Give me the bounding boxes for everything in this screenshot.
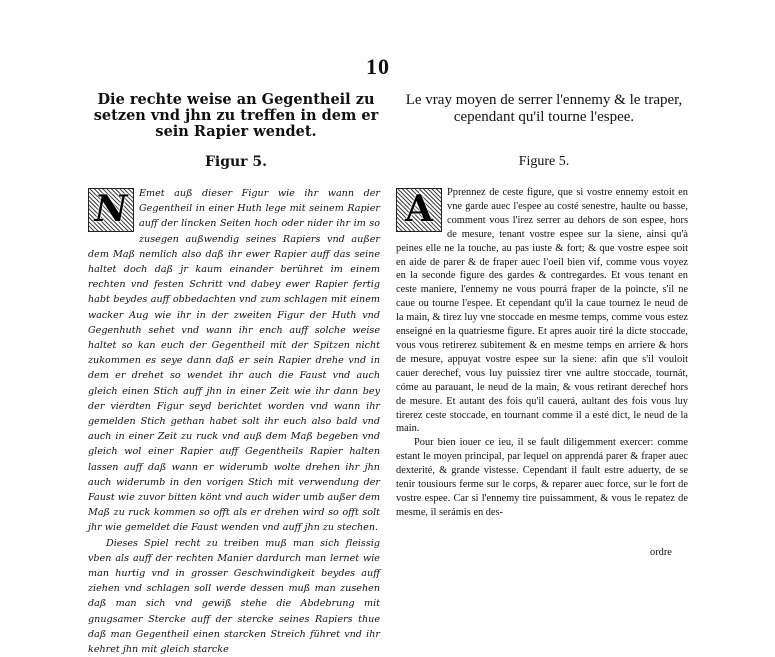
french-figure-heading: Figure 5. (518, 154, 570, 169)
french-paragraph-2: Pour bien iouer ce ieu, il se fault diligemment exercer: comme estant le moyen principal, par lequel on apprendá parer & fraper auec dexterité, & grande vistesse. Cependant il fault estre aduerty, de se tenir tousiours ferme sur le corps, & reparer auec force, sur le fort de vostre espee. Car si l'ennemy tire puissamment, & vous le repatez de mesme, il serámis en des- (396, 437, 688, 518)
french-body (396, 186, 688, 520)
german-figure-heading: Figur 5. (204, 154, 268, 170)
french-title-block (396, 92, 692, 126)
french-decorated-initial: A (396, 188, 442, 232)
german-decorated-initial: N (88, 188, 134, 232)
page-number: 10 (366, 54, 390, 79)
german-title-block (88, 92, 384, 140)
french-title: Le vray moyen de serrer l'ennemy & le traper, cependant qu'il tourne l'espee. (405, 92, 683, 125)
french-paragraph-1: Pprennez de ceste figure, que si vostre ennemy estoit en vne garde auec l'espee au costé senestre, haulte ou basse, comment vous l'irez serrer au dehors de son espee, hors de mesure, tenant vostre espee sur la siene, ainsi qu'à peines elle ne la touche, au pas iuste & fort; & que vostre espee soit en aide de parer & de fraper auec l'oeil bien vif, comme vous voyez en la seconde figure des gardes & contregardes. Et vous tenant en ceste maniere, l'ennemy ne vous pourrá fraper de la poincte, s'il ne caue ou tourne l'espee. Et cependant qu'il la caue tournez le neud de la main, & tirez luy vne stoccade en mesme temps, comme vous estez enseigné en la quatriesme figure. Et apres auoir tiré la dicte stoccade, vous vous retirerez subitement & en mesme temps en arriere & hors de mesure, appuyat vostre espee sur la siene: afin que s'il vouloit cauer derechef, vous luy puissiez tirer vne aultre stoccade, tournát, cóme au parauant, le neud de la main, & vous retirant derechef hors de mesure. Et autant des fois qu'il cauerá, aultant des fois vous luy tirerez ceste stoccade, en tournant comme il a esté dict, le neud de la main. (396, 187, 688, 435)
german-paragraph-2: Dieses Spiel recht zu treiben muß man sich fleissig vben als auff der rechten Manier dardurch man lernet wie man hurtig vnd in grosser Geschwindigkeit beydes auff ziehen vnd schlagen soll werde dessen muß man zusehen daß man sich vnd gewiß stehe die Abdebrung mit gnugsamer Stercke auff der stercke seines Rapiers thue daß man Gegentheil einen starcken Streich führet vnd ihr kehret jhn mit gleich starcke (88, 537, 380, 656)
german-title: Die rechte weise an Gegentheil zu setzen vnd jhn zu treffen in dem er sein Rapier wendet. (93, 91, 379, 140)
french-catchword: ordre (650, 547, 672, 558)
german-paragraph-1: Emet auß dieser Figur wie ihr wann der Gegentheil in einer Huth lege mit seinem Rapier auff der lincken Seiten hoch oder nider ihr im so zusegen außwendig seines Rapiers vnd außer dem Maß nemlich also daß ihr ewer Rapier auff das seine haltet doch daß jr kaum einander berühret im einem rechten vnd festen Schritt vnd dabey ewer Rapier fertig habt beydes auff obbedachten vnd zum schlagen mit einem wacker Aug wie ihr in der zweiten Figur der Huth vnd Gegenhuth sehet vnd wann ihr ench auff solche weise haltet so kan euch der Gegentheil mit der Spitzen nicht zukommen es seye dann daß er sein Rapier drehe vnd in dem er drehet so wendet ihr auch die Faust vnd auch gleich einen Stich auff jhn in einer Zeit wie ihr dann bey der vierdten Figur seyd berichtet worden vnd wann ihr gemelden Stich gethan habet solt ihr euch also bald vnd auch in einer Zeit zu ruck vnd auß dem Maß begeben vnd gleich wol einer Rapier auff Gegentheils Rapier halten lassen auff daß wann er widerumb wolte drehen ihr jhn auch widerumb in den vorigen Stich mit verwendung der Faust wie zuvor bitten könt vnd auch wider umb außer dem Maß zu ruck kommen so offt als er drehen wird so offt solt jhr wie gemeldet die Faust wenden vnd auff jhn zu stechen. (88, 188, 380, 534)
german-body (88, 186, 380, 657)
